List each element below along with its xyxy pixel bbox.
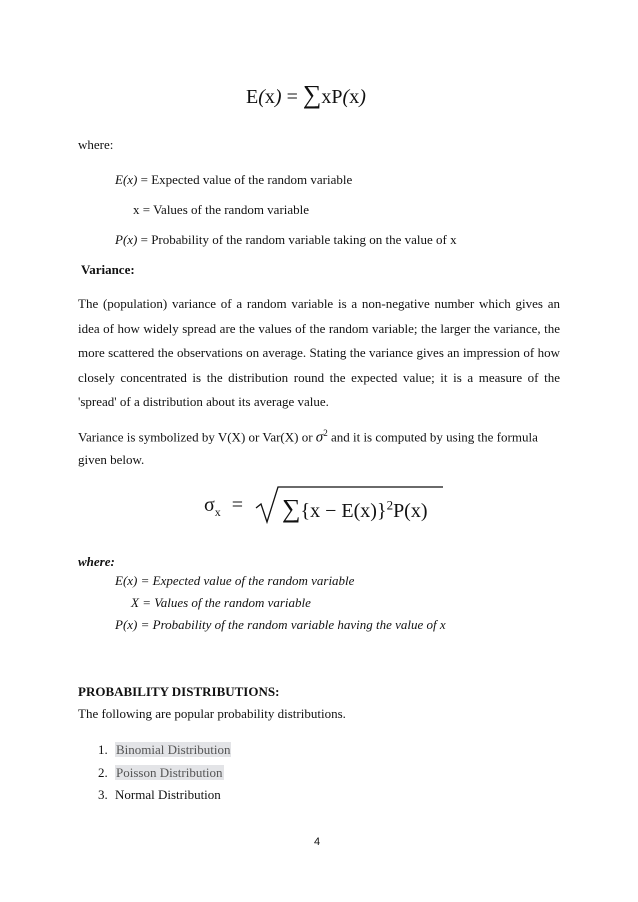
list-label-binomial: Binomial Distribution: [116, 742, 231, 757]
formula2-body: {x − E(x)}: [300, 500, 387, 522]
formula-equals: =: [286, 86, 298, 108]
expected-value-formula: E(x) = ∑xP(x): [246, 80, 366, 109]
ex-term: E(x): [115, 172, 138, 187]
std-dev-formula: [204, 494, 243, 520]
definition2-x: X = Values of the random variable: [131, 595, 311, 610]
sigma-symbol: σ: [315, 429, 324, 446]
variance-symbol-line2: given below.: [78, 452, 145, 467]
px-term: P(x): [115, 232, 138, 247]
definition-px: [115, 232, 457, 248]
formula-e: E: [246, 86, 259, 108]
variance-symbol-line: Variance is symbolized by V(X) or Var(X) or $\sigma^2$ and it is computed by using the formula: [78, 428, 538, 446]
definition2-ex: E(x) = Expected value of the random variable: [115, 573, 355, 588]
sigma-x: σ: [204, 494, 215, 516]
list-label-normal: Normal Distribution: [115, 787, 221, 802]
sigma-exponent: 2: [323, 428, 328, 438]
list-item: [98, 765, 224, 781]
sigma-subscript: x: [214, 505, 221, 519]
where-label-2: where:: [78, 554, 115, 569]
list-number: 2.: [98, 765, 108, 780]
probability-intro: The following are popular probability distributions.: [78, 706, 346, 721]
formula2-tail: P(x): [393, 500, 428, 522]
formula2-equals: =: [231, 494, 244, 516]
formula2-sum: ∑: [282, 494, 301, 523]
px-definition: = Probability of the random variable taking on the value of x: [137, 232, 457, 247]
list-label-poisson: Poisson Distribution: [116, 765, 223, 780]
variance-heading: Variance:: [81, 262, 135, 277]
definition2-px: P(x) = Probability of the random variable having the value of x: [115, 617, 446, 632]
probability-heading: PROBABILITY DISTRIBUTIONS:: [78, 684, 280, 699]
ex-definition: = Expected value of the random variable: [137, 172, 353, 187]
where-label: where:: [78, 137, 114, 152]
formula2-exponent: 2: [386, 497, 394, 513]
list-item: [98, 787, 221, 803]
list-number: 3.: [98, 787, 108, 802]
variance-paragraph: The (population) variance of a random variable is a non-negative number which gives an idea of how widely spread are the values of the random variable; the larger the variance, the more scattered the observations on average. Stating the variance gives an impression of how closely concentrated is the distribution round the expected value; it is a measure of the 'spread' of a distribution about its average value.: [78, 296, 560, 409]
list-item: [98, 742, 231, 758]
formula-px-arg: x: [349, 86, 360, 108]
sqrt-content: [282, 494, 428, 524]
sum-symbol: ∑: [302, 80, 322, 109]
formula-x: x: [264, 86, 275, 108]
page-number: 4: [314, 836, 321, 848]
list-number: 1.: [98, 742, 108, 757]
definition-ex: [115, 172, 352, 188]
definition-x: x = Values of the random variable: [133, 202, 310, 217]
formula-xp: xP: [321, 86, 343, 108]
